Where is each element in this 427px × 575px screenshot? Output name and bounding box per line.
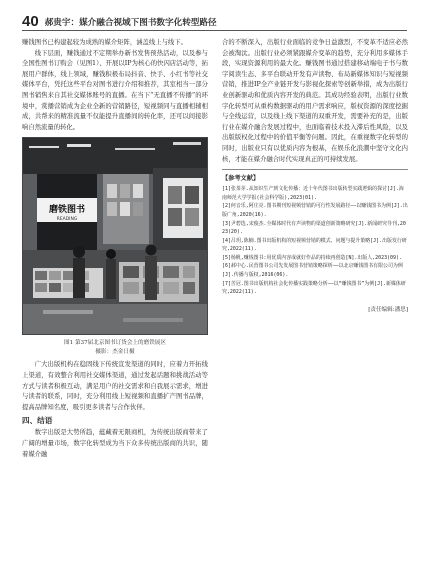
reference-item: [3]尹碧选,宋俊杰.全媒体时代有声读物的渠道创新策略研究[J].新闻研究导刊,2023(20). xyxy=(222,220,406,236)
reference-item: [2]何音乐,阿庄亮.图书期刊短视频营销的可行性发展路径——以赚钱图书为例[J].出版广角,2020(16). xyxy=(222,203,408,218)
figure-caption-credit: 摄影：杰金日摄 xyxy=(95,349,135,356)
left-column xyxy=(22,38,208,460)
reference-item: [5]杨帆,赚钱图书:用优质内容成就好作品的持续再创造[N].出版人,2023(09). xyxy=(222,254,402,261)
body-paragraph: 广大出版机构在稳固线下传统宣发渠道的同时，应着力开拓线上渠道，有效整合利用社交媒体渠道，通过发起话题和挑战活动等方式与读者积极互动，满足用户的社交需求和自我展示需求，增进与读者的联系，同时，充分利用线上短视频和直播扩产图书品牌，提高品牌知名度，吸引更多读者与合作伙伴。 xyxy=(22,361,208,411)
reference-item: [4]吕玥,陈楠.图书出版机构的短视频营销的模式、问题与提升策略[J].出版发行研究,2022(11). xyxy=(222,237,407,253)
reference-item: [6]郝中心.民营图书公司先发展图书营销策略探析——以北京赚钱图书有限公司为例[J].传播与版权,2016(06). xyxy=(222,263,403,279)
page-header xyxy=(22,8,407,30)
header-rule xyxy=(22,30,407,31)
booth-sign-text: 磨铁图书 xyxy=(48,205,86,216)
right-column xyxy=(222,38,408,315)
editor-note: [责任编辑:潘思] xyxy=(368,306,408,313)
exhibition-photo-illustration xyxy=(23,138,208,335)
figure-caption xyxy=(22,339,208,357)
body-paragraph: 合的不断深入，出版行业面临的竞争日益激烈，不变革不适应必然会被淘汰。出版行业必须紧跟媒介变革的趋势，充分利用多媒体手段，实现资源利用的最大化。赚钱图书通过搭建移动端电子书与数字阅读生态、多平台联动开发有声读物、布局新媒体知识与短视频营销，推进IP全产业链开发与影视化探索等创新举措，成为出版行业创新驱动和优质内容开发的典范。其成功经验表明，出版行业数字化转型可从重构数据驱动的用户需求响应，版权资源的深度挖掘与全线运营，以及线上线下渠道的双重开发，需要补充的是，出版行业在媒介融合发展过程中，也面临着技术投入滞后性风险，以及出版版权化过程中的价值平衡等问题。因此，在重视数字化转型的同时，出版业只有以优质内容为根基，在娱乐化浪潮中坚守文化内核，才能在媒介融合时代实现真正的可持续发展。 xyxy=(222,39,408,163)
running-title: 郝贵宇：媒介融合视域下图书数字化转型路径 xyxy=(44,18,217,28)
references-section xyxy=(222,169,408,297)
figure-caption-title: 图1 第37届北京图书订货会上的磨铁展区 xyxy=(64,340,166,347)
body-paragraph: 线下层面，赚钱通过不定期举办新书发售预热活动，以及参与全国性图书订购会（见图1）、开展以IP为核心的快闪店活动等，拓展用户群体，线上领域，赚钱积极布局抖音、快手、小红书等社交媒体平台，凭托这些平台对图书进行介绍和推荐，其室相当一部分图书销售来自其社交媒体账号的直播。在当下“无直播不传播”的环境中，赏播营销成为企业全新的营销路径，短视频同与直播相辅相成，共帮来的精准流量不仅能提升直播间的转化率，还可以间接影响自然流量的转化。 xyxy=(22,49,208,131)
page-number: 40 xyxy=(22,13,39,30)
booth-sign-subtext: READING xyxy=(56,217,78,223)
section-heading: 四、结语 xyxy=(22,416,53,426)
references-title: 【参考文献】 xyxy=(222,175,260,183)
conclusion-paragraph: 数字出版是大势所趋，蕴藏着无限商机，为传统出版商带来了广阔的增量市场，数字化转型成为当下众多传统出版商的共识，随着媒介融 xyxy=(22,429,208,458)
exhibition-photo xyxy=(22,137,208,335)
body-paragraph: 赚钱图书已构建起较为成熟的媒介矩阵，涵盖线上与线下。 xyxy=(22,39,187,46)
reference-item: [1]张茶芽.从知识生产到文化传播：近十年代图书出版转型实践逻辑的探讨[J].海南师范大学学报(社会科学版),2023(01). xyxy=(222,186,404,201)
reference-item: [7]苦冠.图书出版机构社会化传播实践策略分析——以“赚钱图书”为例[J].新媒体研究,2022(11). xyxy=(222,280,406,296)
figure-1 xyxy=(22,137,208,357)
